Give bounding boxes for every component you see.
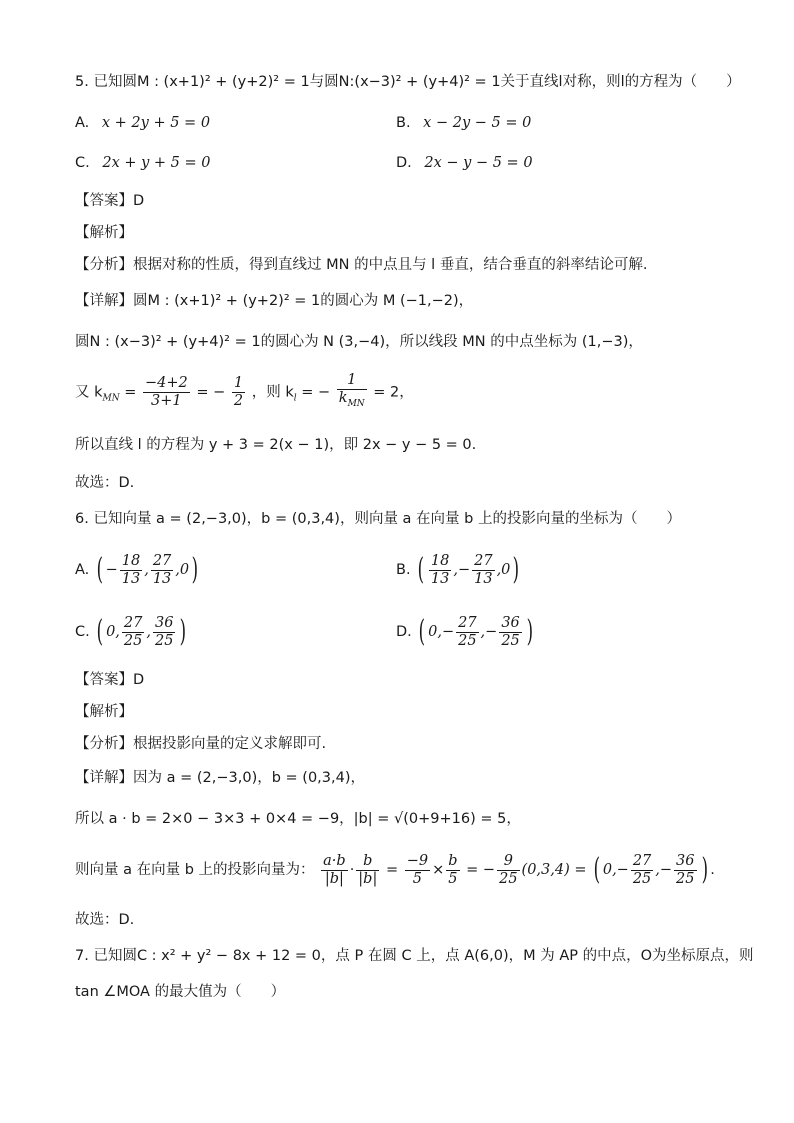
q5-solution-line4: 所以直线 l 的方程为 y + 3 = 2(x − 1)，即 2x − y − 5 = 0.	[75, 437, 477, 453]
option-label: A.	[75, 115, 90, 131]
coord-fraction: $\frac{27}{25}$	[123, 614, 143, 649]
fenxi-text: 根据对称的性质，得到直线过 MN 的中点且与 l 垂直，结合垂直的斜率结论可解.	[133, 257, 648, 273]
q7-stem-line2: tan ∠MOA 的最大值为（ ）	[75, 984, 286, 1000]
q6-answer: 【答案】D	[75, 672, 145, 688]
q7-stem-line1: 7. 已知圆C : x² + y² − 8x + 12 = 0，点 P 在圆 C 上，点 A(6,0)，M 为 AP 的中点，O为坐标原点，则	[75, 948, 754, 964]
slope-fraction-3: $\frac{1}{k_{MN}}$	[338, 372, 365, 409]
option-label: A.	[75, 562, 90, 578]
q5-jiexi-tag: 【解析】	[75, 225, 133, 241]
eq-sign: = −	[466, 862, 496, 878]
xiangjie-tag: 【详解】	[75, 770, 133, 786]
coord-fraction: $\frac{36}{25}$	[501, 614, 520, 649]
slope-sub: MN	[102, 393, 120, 404]
tuple-pre: 0,−	[602, 862, 629, 878]
paren-right: )	[526, 614, 533, 649]
eq-sign: =	[385, 862, 399, 878]
xiangjie-text: 圆M : (x+1)² + (y+2)² = 1的圆心为 M (−1,−2)，	[133, 293, 474, 309]
coord-fraction: $\frac{27}{13}$	[474, 552, 493, 587]
paren-left: (	[96, 614, 104, 649]
fenxi-tag: 【分析】	[75, 736, 133, 752]
eq-sign: = −	[196, 384, 226, 401]
coord-fraction: $\frac{18}{13}$	[121, 552, 141, 587]
proj-fraction-1: $\frac{a\cdot b}{|b|}$	[323, 852, 346, 887]
q5-option-d[interactable]	[396, 153, 533, 173]
q5-solution-line3	[75, 372, 414, 418]
paren-right: )	[513, 552, 520, 587]
q5-xiangjie-line1	[75, 291, 473, 311]
result-text: = 2，	[373, 384, 414, 401]
result-fraction-1: $\frac{27}{25}$	[632, 852, 652, 887]
times-op: ×	[432, 862, 445, 878]
tuple-sep: ,−	[480, 624, 498, 640]
proj-fraction-3: $\frac{-9}{5}$	[406, 852, 429, 887]
slope-label: 又 k	[75, 384, 103, 401]
option-label: D.	[396, 624, 412, 640]
tuple-sep: ,	[146, 624, 151, 640]
fenxi-text: 根据投影向量的定义求解即可.	[133, 736, 327, 752]
coord-fraction: $\frac{18}{13}$	[430, 552, 450, 587]
q5-option-a[interactable]	[75, 113, 210, 133]
option-label: C.	[75, 155, 90, 171]
coord-fraction: $\frac{27}{13}$	[152, 552, 172, 587]
q5-option-c[interactable]	[75, 153, 211, 173]
q5-fenxi	[75, 255, 647, 275]
paren-left: (	[417, 552, 425, 587]
period: .	[710, 862, 715, 878]
coord-fraction: $\frac{36}{25}$	[154, 614, 174, 649]
tuple-sep: ,−	[453, 562, 471, 578]
dot-op: ·	[349, 862, 355, 878]
option-text: x − 2y − 5 = 0	[423, 115, 532, 131]
option-text: 2x − y − 5 = 0	[424, 155, 533, 171]
tuple-pre: 0,	[106, 624, 120, 640]
q6-solution-line3	[75, 848, 715, 892]
q6-fenxi	[75, 734, 326, 754]
projection-label: 则向量 a 在向量 b 上的投影向量为：	[75, 862, 315, 878]
option-label: C.	[75, 624, 90, 640]
slope-sub: l	[293, 393, 297, 404]
q6-solution-line2: 所以 a · b = 2×0 − 3×3 + 0×4 = −9，|b| = √(0+9+16) = 5，	[75, 811, 521, 827]
q5-choose: 故选：D.	[75, 475, 135, 491]
q6-option-c[interactable]	[75, 612, 189, 652]
option-text: 2x + y + 5 = 0	[102, 155, 211, 171]
slope-fraction-2: $\frac{1}{2}$	[233, 374, 244, 409]
proj-fraction-5: $\frac{9}{25}$	[499, 852, 518, 887]
option-label: B.	[396, 562, 411, 578]
q6-option-b[interactable]	[396, 550, 522, 590]
option-label: B.	[396, 115, 411, 131]
xiangjie-text: 因为 a = (2,−3,0)，b = (0,3,4)，	[133, 770, 365, 786]
tuple-pre: 0,−	[428, 624, 455, 640]
vector-text: (0,3,4) =	[521, 862, 587, 878]
coord-fraction: $\frac{27}{25}$	[458, 614, 477, 649]
q6-stem: 6. 已知向量 a = (2,−3,0)，b = (0,3,4)，则向量 a 在向量 b 上的投影向量的坐标为（ ）	[75, 511, 681, 527]
option-label: D.	[396, 155, 412, 171]
q5-option-b[interactable]	[396, 113, 531, 133]
connector-text: ，则 k	[251, 384, 294, 401]
q5-solution-line2: 圆N : (x−3)² + (y+4)² = 1的圆心为 N (3,−4)，所以线段 MN 的中点坐标为 (1,−3)，	[75, 334, 643, 350]
proj-fraction-2: $\frac{b}{|b|}$	[358, 852, 378, 887]
q5-answer: 【答案】D	[75, 193, 145, 209]
paren-right: )	[180, 614, 187, 649]
paren-right: )	[191, 552, 199, 587]
result-fraction-2: $\frac{36}{25}$	[676, 852, 695, 887]
slope-fraction-1: $\frac{-4+2}{3+1}$	[144, 374, 188, 409]
paren-left: (	[419, 614, 426, 649]
tuple-sep: ,−	[655, 862, 673, 878]
q6-xiangjie-line1	[75, 768, 365, 788]
tuple-post: ,0	[496, 562, 511, 578]
eq-sign: =	[124, 384, 137, 401]
option-text: x + 2y + 5 = 0	[101, 115, 211, 131]
tuple-pre: −	[105, 562, 118, 578]
proj-fraction-4: $\frac{b}{5}$	[448, 852, 458, 887]
xiangjie-tag: 【详解】	[75, 293, 133, 309]
q5-stem: 5. 已知圆M : (x+1)² + (y+2)² = 1与圆N:(x−3)² + (y+4)² = 1关于直线l对称，则l的方程为（ ）	[75, 74, 741, 90]
tuple-sep: ,	[144, 562, 149, 578]
q6-choose: 故选：D.	[75, 912, 135, 928]
eq-sign: = −	[301, 384, 331, 401]
paren-left: (	[593, 852, 601, 887]
q6-jiexi-tag: 【解析】	[75, 704, 133, 720]
tuple-post: ,0	[175, 562, 190, 578]
q6-option-d[interactable]	[396, 612, 535, 652]
paren-left: (	[96, 552, 103, 587]
fenxi-tag: 【分析】	[75, 257, 133, 273]
q6-option-a[interactable]	[75, 550, 201, 590]
paren-right: )	[701, 852, 708, 887]
